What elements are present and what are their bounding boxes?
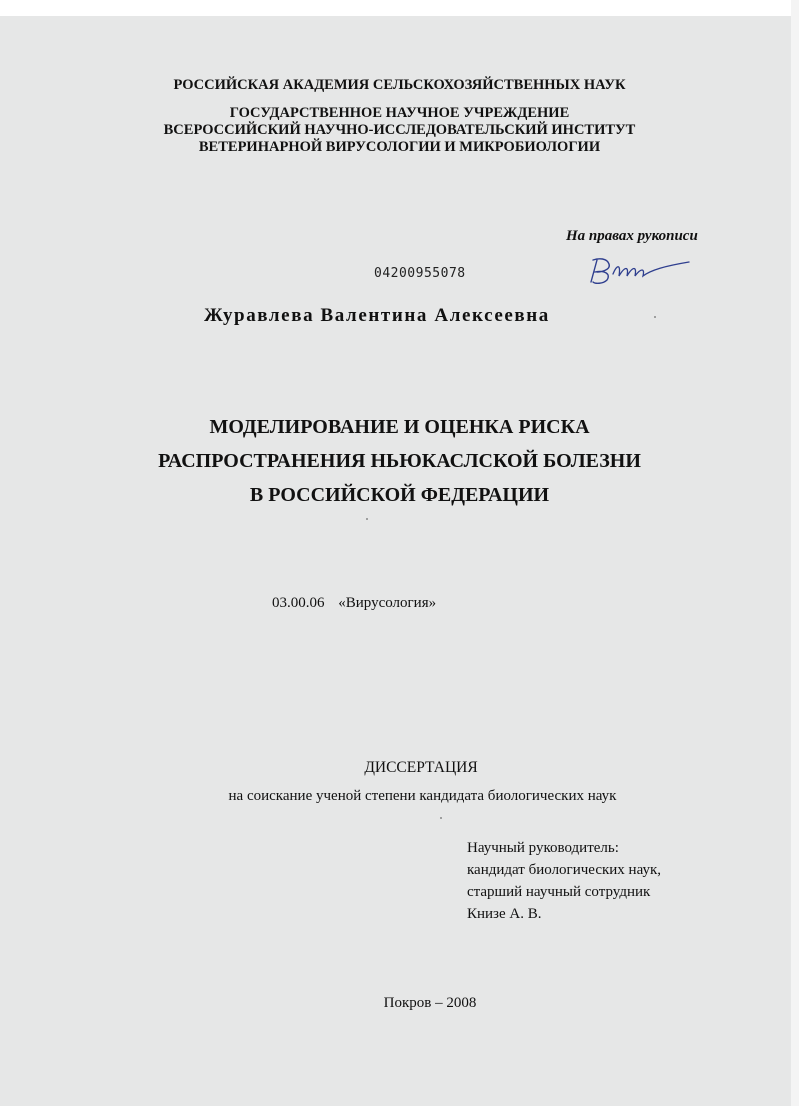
specialty-code: 03.00.06 [272, 595, 325, 611]
dissertation-label: ДИССЕРТАЦИЯ [364, 759, 478, 776]
institution-line: ГОСУДАРСТВЕННОЕ НАУЧНОЕ УЧРЕЖДЕНИЕ [229, 105, 570, 121]
specialty-name: «Вирусология» [338, 595, 437, 611]
scan-speck [366, 518, 368, 520]
scan-margin-top [0, 0, 799, 16]
academy-name [0, 77, 799, 94]
catalog-number: 04200955078 [374, 266, 466, 281]
institution-name [0, 105, 799, 156]
supervisor-line: старший научный сотрудник [467, 884, 651, 900]
scan-speck [654, 316, 656, 318]
institution-line: ВСЕРОССИЙСКИЙ НАУЧНО-ИССЛЕДОВАТЕЛЬСКИЙ ИНСТИТУТ [163, 122, 636, 138]
supervisor-line: Научный руководитель: [467, 840, 619, 856]
scan-margin-right [791, 0, 799, 1106]
supervisor-line: Книзе А. В. [467, 906, 542, 922]
scan-speck [440, 817, 442, 819]
author-name: Журавлева Валентина Алексеевна [204, 305, 550, 326]
title-line: РАСПРОСТРАНЕНИЯ НЬЮКАСЛСКОЙ БОЛЕЗНИ [158, 450, 641, 472]
title-line: В РОССИЙСКОЙ ФЕДЕРАЦИИ [249, 484, 550, 506]
signature-icon [585, 252, 695, 288]
place-and-year: Покров – 2008 [383, 995, 477, 1011]
dissertation-title [0, 410, 799, 512]
manuscript-rights-note: На правах рукописи [566, 228, 698, 244]
supervisor-line: кандидат биологических наук, [467, 862, 661, 878]
institution-line: ВЕТЕРИНАРНОЙ ВИРУСОЛОГИИ И МИКРОБИОЛОГИИ [198, 139, 601, 155]
supervisor-block [467, 837, 661, 925]
specialty [272, 595, 436, 612]
title-line: МОДЕЛИРОВАНИЕ И ОЦЕНКА РИСКА [209, 416, 590, 438]
academy-name-text: РОССИЙСКАЯ АКАДЕМИЯ СЕЛЬСКОХОЗЯЙСТВЕННЫХ НАУК [173, 77, 626, 93]
degree-line: на соискание ученой степени кандидата биологических наук [228, 788, 617, 804]
